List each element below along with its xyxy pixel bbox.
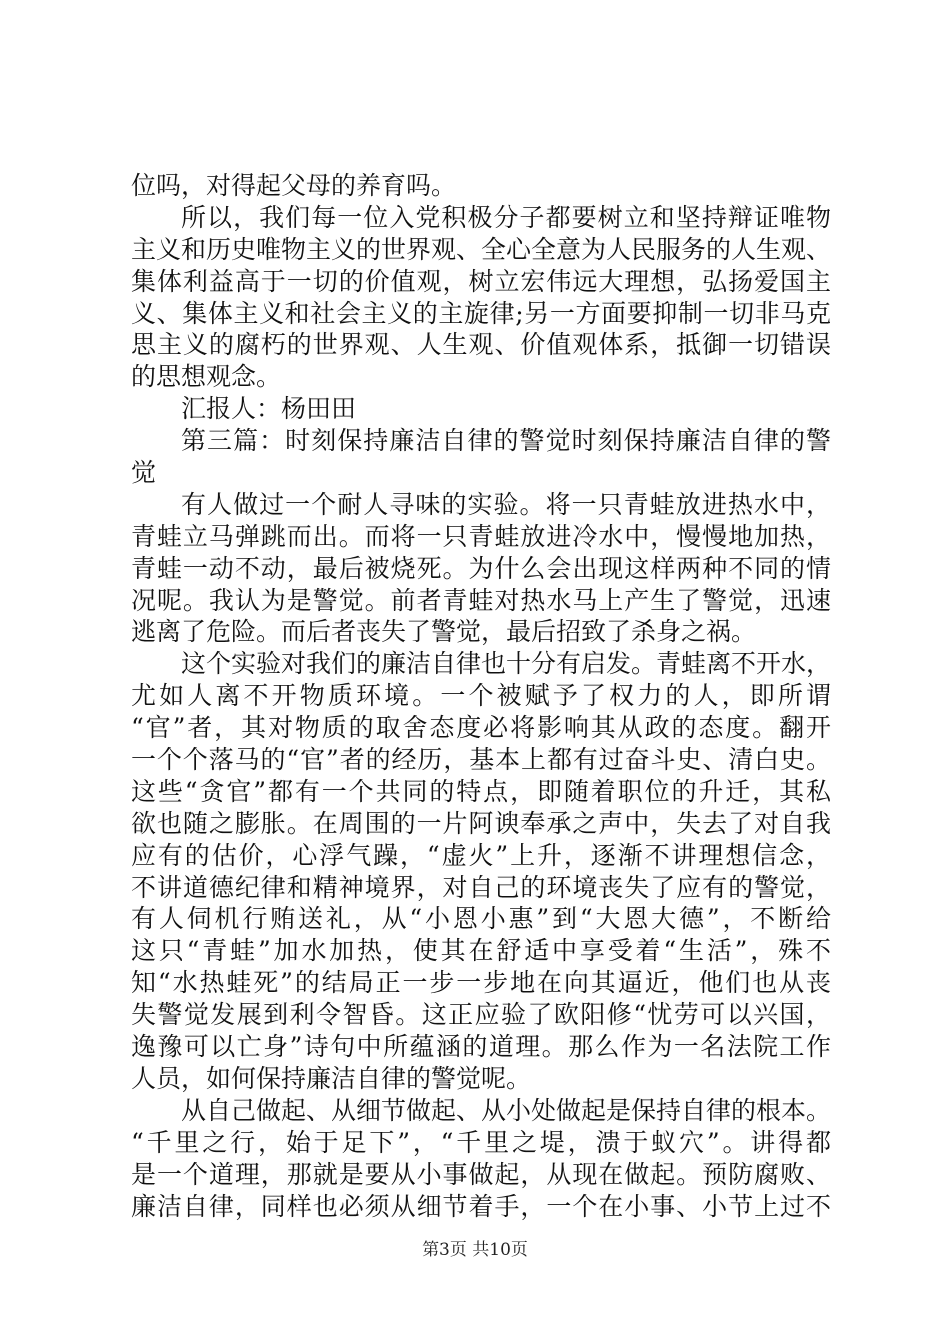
text-line: “官”者，其对物质的取舍态度必将影响其从政的态度。翻开: [131, 713, 831, 743]
text-line: 集体利益高于一切的价值观，树立宏伟远大理想，弘扬爱国主: [131, 266, 831, 296]
text-line: 这只“青蛙”加水加热，使其在舒适中享受着“生活”，殊不: [131, 936, 831, 966]
reporter-line: 汇报人：杨田田: [181, 394, 357, 424]
body-text: [131, 170, 831, 1222]
text-line: 位吗，对得起父母的养育吗。: [131, 171, 457, 200]
text-line: 这些“贪官”都有一个共同的特点，即随着职位的升迁，其私: [131, 776, 831, 806]
text-line: 义、集体主义和社会主义的主旋律;另一方面要抑制一切非马克: [131, 298, 831, 328]
paragraph-start-line: 这个实验对我们的廉洁自律也十分有启发。青蛙离不开水，: [181, 649, 832, 679]
text-line: 知“水热蛙死”的结局正一步一步地在向其逼近，他们也从丧: [131, 968, 831, 998]
text-line: 尤如人离不开物质环境。一个被赋予了权力的人，即所谓: [131, 681, 831, 711]
section-heading-continued: 觉: [131, 458, 157, 488]
page-number-footer: 第3页 共10页: [422, 1240, 528, 1260]
text-line: 青蛙一动不动，最后被烧死。为什么会出现这样两种不同的情: [131, 553, 831, 583]
text-line: 欲也随之膨胀。在周围的一片阿谀奉承之声中，失去了对自我: [131, 808, 831, 838]
text-line: 的思想观念。: [131, 362, 282, 392]
text-line: “千里之行，始于足下”，“千里之堤，溃于蚁穴”。讲得都: [131, 1127, 831, 1157]
text-line: 有人伺机行贿送礼，从“小恩小惠”到“大恩大德”，不断给: [131, 904, 831, 934]
section-heading: 第三篇：时刻保持廉洁自律的警觉时刻保持廉洁自律的警: [181, 426, 831, 456]
text-line: 一个个落马的“官”者的经历，基本上都有过奋斗史、清白史。: [131, 745, 831, 775]
text-line: 思主义的腐朽的世界观、人生观、价值观体系，抵御一切错误: [131, 330, 831, 360]
text-line: 青蛙立马弹跳而出。而将一只青蛙放进冷水中，慢慢地加热，: [131, 521, 831, 551]
text-line: 况呢。我认为是警觉。前者青蛙对热水马上产生了警觉，迅速: [131, 585, 831, 615]
paragraph-start-line: 所以，我们每一位入党积极分子都要树立和坚持辩证唯物: [181, 202, 831, 232]
text-line: 人员，如何保持廉洁自律的警觉呢。: [131, 1063, 532, 1093]
text-line: 逃离了危险。而后者丧失了警觉，最后招致了杀身之祸。: [131, 617, 757, 647]
text-line: 廉洁自律，同样也必须从细节着手，一个在小事、小节上过不: [131, 1191, 831, 1221]
text-line: 失警觉发展到利令智昏。这正应验了欧阳修“忧劳可以兴国，: [131, 1000, 831, 1030]
text-line: 应有的估价，心浮气躁，“虚火”上升，逐渐不讲理想信念，: [131, 840, 831, 870]
paragraph-start-line: 有人做过一个耐人寻味的实验。将一只青蛙放进热水中，: [181, 489, 831, 519]
text-line: 不讲道德纪律和精神境界，对自己的环境丧失了应有的警觉，: [131, 872, 831, 902]
text-line: 主义和历史唯物主义的世界观、全心全意为人民服务的人生观、: [131, 234, 832, 264]
text-line: 是一个道理，那就是要从小事做起，从现在做起。预防腐败、: [131, 1159, 831, 1189]
paragraph-start-line: 从自己做起、从细节做起、从小处做起是保持自律的根本。: [181, 1095, 832, 1125]
text-line: 逸豫可以亡身”诗句中所蕴涵的道理。那么作为一名法院工作: [131, 1032, 831, 1062]
